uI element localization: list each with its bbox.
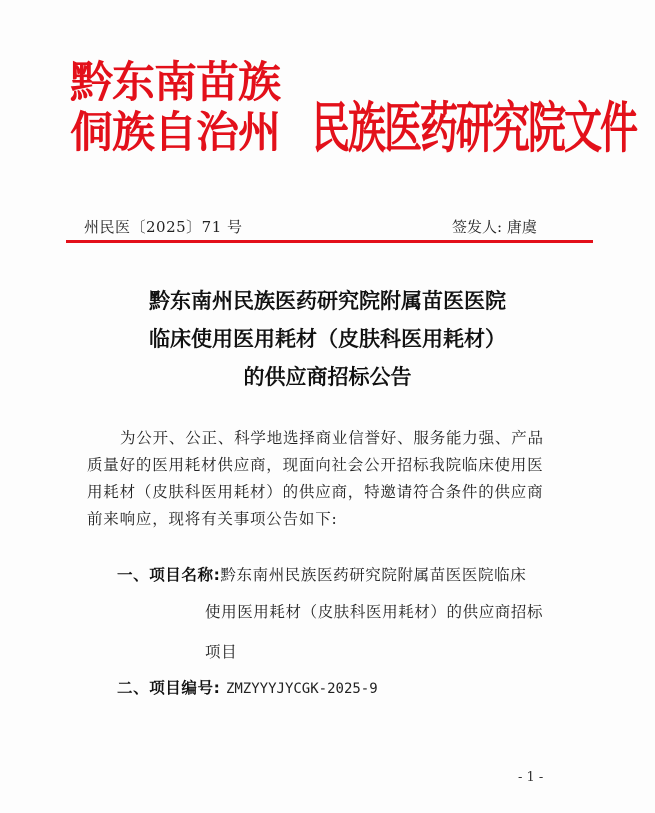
project-name-value-line1: 黔东南州民族医药研究院附属苗医医院临床 <box>220 566 527 584</box>
project-name-item <box>117 563 526 585</box>
intro-line4: 前来响应，现将有关事项公告如下: <box>87 510 338 528</box>
page-number: - 1 - <box>518 770 544 785</box>
letterhead-prefix-line2: 侗族自治州 <box>70 108 280 158</box>
document-number: 州民医〔2025〕71 号 <box>84 218 243 236</box>
intro-line2: 质量好的医用耗材供应商，现面向社会公开招标我院临床使用医 <box>87 456 544 474</box>
letterhead-name: 民族医药研究院文件 <box>312 94 637 160</box>
project-number-label: 二、项目编号: <box>117 679 221 697</box>
project-number-value: ZMZYYYJYCGK-2025-9 <box>225 681 378 697</box>
document-title <box>60 282 595 396</box>
title-line3: 的供应商招标公告 <box>243 365 412 389</box>
project-name-value-line3: 项目 <box>205 643 238 661</box>
letterhead-prefix <box>70 58 310 158</box>
issuer: 签发人: 唐虞 <box>452 218 537 236</box>
project-name-label: 一、项目名称: <box>117 566 221 584</box>
project-name-value-line2: 使用医用耗材（皮肤科医用耗材）的供应商招标 <box>205 603 544 621</box>
intro-paragraph <box>87 425 577 533</box>
project-number-item <box>117 676 378 698</box>
red-divider <box>66 240 593 243</box>
intro-line3: 用耗材（皮肤科医用耗材）的供应商，特邀请符合条件的供应商 <box>87 483 544 501</box>
letterhead-prefix-line1: 黔东南苗族 <box>70 58 280 108</box>
title-line2: 临床使用医用耗材（皮肤科医用耗材） <box>149 327 506 351</box>
title-line1: 黔东南州民族医药研究院附属苗医医院 <box>149 289 506 313</box>
intro-line1: 为公开、公正、科学地选择商业信誉好、服务能力强、产品 <box>120 429 544 447</box>
